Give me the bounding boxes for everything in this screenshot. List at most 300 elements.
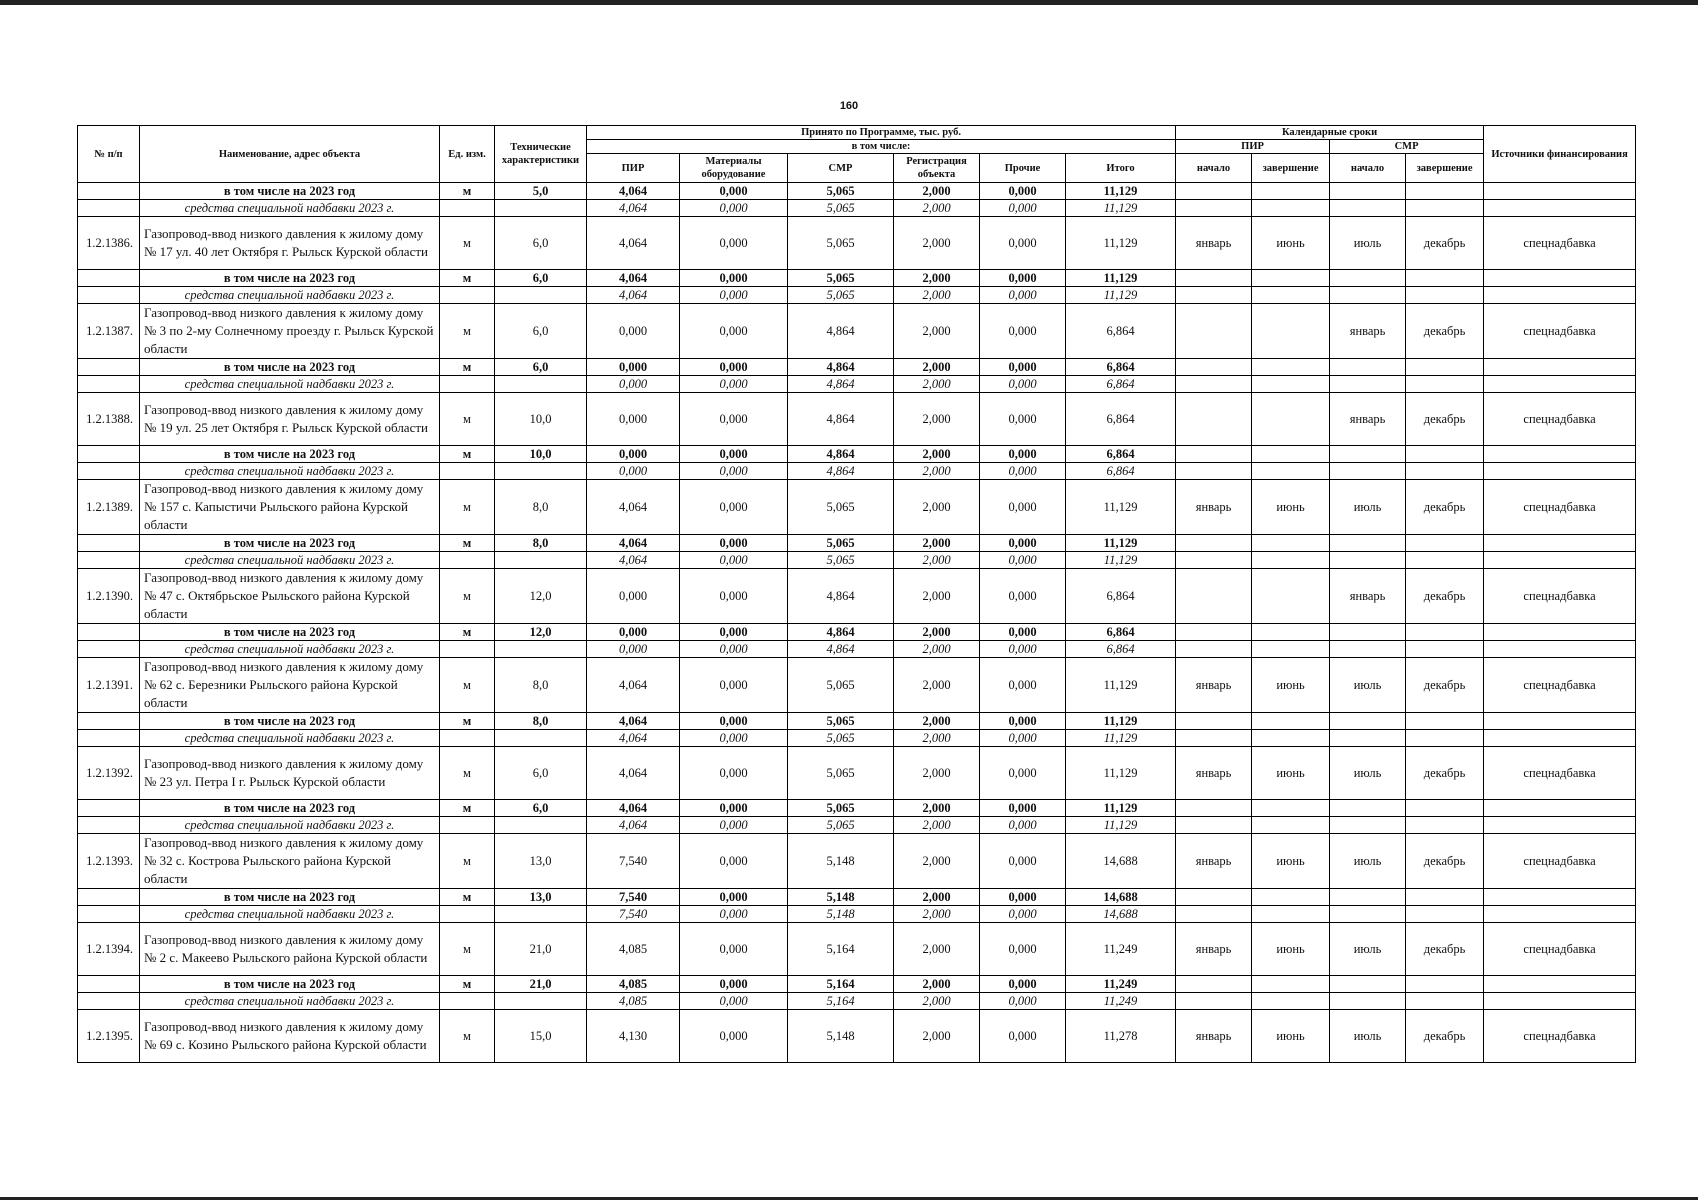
empty-cell	[1330, 200, 1406, 217]
amount-cell: 2,000	[894, 976, 980, 993]
empty-cell	[1330, 535, 1406, 552]
pir-end-cell: июнь	[1252, 658, 1330, 713]
pir-start-cell	[1176, 393, 1252, 446]
smr-cell: 5,065	[788, 747, 894, 800]
amount-cell: 0,000	[587, 376, 680, 393]
smr-start-cell: июль	[1330, 658, 1406, 713]
amount-cell: 2,000	[894, 889, 980, 906]
subtotal-label: в том числе на 2023 год	[140, 446, 440, 463]
col-sources: Источники финансирования	[1484, 126, 1636, 183]
empty-cell	[495, 463, 587, 480]
tech-cell: 21,0	[495, 923, 587, 976]
smr-start-cell: июль	[1330, 217, 1406, 270]
amount-cell: 4,064	[587, 535, 680, 552]
amount-cell: 5,065	[788, 552, 894, 569]
pir-start-cell	[1176, 304, 1252, 359]
empty-cell	[1330, 287, 1406, 304]
tech-cell: 10,0	[495, 393, 587, 446]
total-cell: 6,864	[1066, 393, 1176, 446]
funding-note-label: средства специальной надбавки 2023 г.	[140, 817, 440, 834]
object-name: Газопровод-ввод низкого давления к жилому дому № 69 с. Козино Рыльского района Курской области	[140, 1010, 440, 1063]
empty-cell	[495, 552, 587, 569]
amount-cell: 0,000	[980, 446, 1066, 463]
empty-cell	[1330, 359, 1406, 376]
amount-cell: 0,000	[680, 446, 788, 463]
empty-cell	[1176, 183, 1252, 200]
amount-cell: 0,000	[980, 463, 1066, 480]
pir-end-cell	[1252, 569, 1330, 624]
unit-cell: м	[440, 217, 495, 270]
funding-note-label: средства специальной надбавки 2023 г.	[140, 730, 440, 747]
empty-cell	[1176, 976, 1252, 993]
funding-note-label: средства специальной надбавки 2023 г.	[140, 376, 440, 393]
smr-end-cell: декабрь	[1406, 304, 1484, 359]
funding-note-label: средства специальной надбавки 2023 г.	[140, 287, 440, 304]
subtotal-label: в том числе на 2023 год	[140, 889, 440, 906]
item-number: 1.2.1393.	[78, 834, 140, 889]
registration-cell: 2,000	[894, 1010, 980, 1063]
amount-cell: 4,085	[587, 993, 680, 1010]
tech-cell: 15,0	[495, 1010, 587, 1063]
empty-cell	[1252, 624, 1330, 641]
funding-source-cell: спецнадбавка	[1484, 747, 1636, 800]
registration-cell: 2,000	[894, 923, 980, 976]
amount-cell: 0,000	[680, 287, 788, 304]
materials-cell: 0,000	[680, 393, 788, 446]
smr-end-cell: декабрь	[1406, 1010, 1484, 1063]
subtotal-label: в том числе на 2023 год	[140, 535, 440, 552]
amount-cell: 0,000	[980, 713, 1066, 730]
empty-cell	[1330, 624, 1406, 641]
object-name: Газопровод-ввод низкого давления к жилому дому № 2 с. Макеево Рыльского района Курской области	[140, 923, 440, 976]
empty-cell	[1176, 730, 1252, 747]
empty-cell	[1252, 552, 1330, 569]
col-total: Итого	[1066, 154, 1176, 183]
empty-cell	[1330, 976, 1406, 993]
amount-cell: 2,000	[894, 183, 980, 200]
col-tech: Технические характеристики	[495, 126, 587, 183]
amount-cell: 4,864	[788, 641, 894, 658]
empty-cell	[1330, 641, 1406, 658]
subtotal-row	[78, 535, 1636, 552]
empty-cell	[1406, 183, 1484, 200]
registration-cell: 2,000	[894, 304, 980, 359]
empty-cell	[78, 287, 140, 304]
funding-note-row	[78, 641, 1636, 658]
amount-cell: 0,000	[980, 200, 1066, 217]
col-num: № п/п	[78, 126, 140, 183]
amount-cell: 0,000	[587, 463, 680, 480]
smr-end-cell: декабрь	[1406, 834, 1484, 889]
subtotal-label: в том числе на 2023 год	[140, 359, 440, 376]
smr-cell: 5,148	[788, 834, 894, 889]
other-cell: 0,000	[980, 658, 1066, 713]
pir-cell: 4,064	[587, 480, 680, 535]
object-name: Газопровод-ввод низкого давления к жилому дому № 23 ул. Петра I г. Рыльск Курской области	[140, 747, 440, 800]
empty-cell	[1252, 200, 1330, 217]
empty-cell	[440, 817, 495, 834]
col-smr: СМР	[788, 154, 894, 183]
empty-cell	[495, 906, 587, 923]
smr-start-cell: январь	[1330, 569, 1406, 624]
amount-cell: 2,000	[894, 535, 980, 552]
col-smr-start: начало	[1330, 154, 1406, 183]
amount-cell: 2,000	[894, 800, 980, 817]
object-row	[78, 480, 1636, 535]
unit-cell: м	[440, 800, 495, 817]
subtotal-row	[78, 800, 1636, 817]
empty-cell	[495, 993, 587, 1010]
empty-cell	[1484, 906, 1636, 923]
item-number: 1.2.1390.	[78, 569, 140, 624]
subtotal-label: в том числе на 2023 год	[140, 624, 440, 641]
empty-cell	[1330, 993, 1406, 1010]
amount-cell: 11,129	[1066, 817, 1176, 834]
empty-cell	[1484, 446, 1636, 463]
smr-cell: 5,065	[788, 658, 894, 713]
empty-cell	[1330, 906, 1406, 923]
unit-cell: м	[440, 923, 495, 976]
empty-cell	[1252, 376, 1330, 393]
amount-cell: 4,064	[587, 713, 680, 730]
total-cell: 6,864	[1066, 304, 1176, 359]
amount-cell: 0,000	[680, 376, 788, 393]
empty-cell	[1252, 463, 1330, 480]
amount-cell: 11,129	[1066, 270, 1176, 287]
empty-cell	[1330, 446, 1406, 463]
col-accepted: Принято по Программе, тыс. руб.	[587, 126, 1176, 140]
funding-note-row	[78, 552, 1636, 569]
pir-cell: 0,000	[587, 393, 680, 446]
amount-cell: 0,000	[680, 535, 788, 552]
amount-cell: 2,000	[894, 906, 980, 923]
object-row	[78, 569, 1636, 624]
amount-cell: 4,864	[788, 463, 894, 480]
empty-cell	[1252, 993, 1330, 1010]
funding-note-label: средства специальной надбавки 2023 г.	[140, 641, 440, 658]
total-cell: 11,129	[1066, 480, 1176, 535]
total-cell: 11,249	[1066, 923, 1176, 976]
pir-end-cell: июнь	[1252, 217, 1330, 270]
smr-cell: 4,864	[788, 304, 894, 359]
amount-cell: 2,000	[894, 624, 980, 641]
subtotal-label: в том числе на 2023 год	[140, 976, 440, 993]
item-number: 1.2.1394.	[78, 923, 140, 976]
materials-cell: 0,000	[680, 569, 788, 624]
amount-cell: 0,000	[980, 359, 1066, 376]
empty-cell	[1330, 889, 1406, 906]
object-name: Газопровод-ввод низкого давления к жилому дому № 3 по 2-му Солнечному проезду г. Рыльск Курской области	[140, 304, 440, 359]
empty-cell	[1484, 287, 1636, 304]
empty-cell	[1252, 641, 1330, 658]
object-row	[78, 923, 1636, 976]
subtotal-label: в том числе на 2023 год	[140, 800, 440, 817]
smr-start-cell: июль	[1330, 1010, 1406, 1063]
empty-cell	[1406, 817, 1484, 834]
amount-cell: 4,864	[788, 446, 894, 463]
col-name: Наименование, адрес объекта	[140, 126, 440, 183]
amount-cell: 0,000	[680, 641, 788, 658]
amount-cell: 0,000	[980, 287, 1066, 304]
pir-cell: 0,000	[587, 569, 680, 624]
tech-cell: 6,0	[495, 304, 587, 359]
unit-cell: м	[440, 446, 495, 463]
empty-cell	[440, 552, 495, 569]
object-name: Газопровод-ввод низкого давления к жилому дому № 47 с. Октябрьское Рыльского района Курской области	[140, 569, 440, 624]
amount-cell: 11,129	[1066, 713, 1176, 730]
empty-cell	[1484, 976, 1636, 993]
amount-cell: 11,249	[1066, 976, 1176, 993]
amount-cell: 0,000	[980, 976, 1066, 993]
amount-cell: 2,000	[894, 376, 980, 393]
col-pir: ПИР	[587, 154, 680, 183]
amount-cell: 2,000	[894, 817, 980, 834]
registration-cell: 2,000	[894, 747, 980, 800]
total-cell: 11,129	[1066, 747, 1176, 800]
amount-cell: 0,000	[980, 270, 1066, 287]
subtotal-row	[78, 183, 1636, 200]
empty-cell	[1176, 800, 1252, 817]
smr-end-cell: декабрь	[1406, 569, 1484, 624]
amount-cell: 5,164	[788, 976, 894, 993]
object-name: Газопровод-ввод низкого давления к жилому дому № 62 с. Березники Рыльского района Курской области	[140, 658, 440, 713]
tech-cell: 5,0	[495, 183, 587, 200]
amount-cell: 0,000	[680, 270, 788, 287]
empty-cell	[78, 270, 140, 287]
empty-cell	[1484, 889, 1636, 906]
empty-cell	[495, 376, 587, 393]
registration-cell: 2,000	[894, 569, 980, 624]
amount-cell: 0,000	[980, 889, 1066, 906]
empty-cell	[1176, 376, 1252, 393]
funding-note-row	[78, 817, 1636, 834]
amount-cell: 5,065	[788, 183, 894, 200]
empty-cell	[1484, 641, 1636, 658]
empty-cell	[1484, 376, 1636, 393]
funding-note-row	[78, 993, 1636, 1010]
empty-cell	[1330, 552, 1406, 569]
object-row	[78, 304, 1636, 359]
object-name: Газопровод-ввод низкого давления к жилому дому № 157 с. Капыстичи Рыльского района Курской области	[140, 480, 440, 535]
pir-start-cell: январь	[1176, 217, 1252, 270]
amount-cell: 0,000	[980, 535, 1066, 552]
amount-cell: 0,000	[980, 552, 1066, 569]
col-calendar: Календарные сроки	[1176, 126, 1484, 140]
empty-cell	[1406, 270, 1484, 287]
amount-cell: 2,000	[894, 552, 980, 569]
empty-cell	[1176, 446, 1252, 463]
smr-cell: 5,065	[788, 480, 894, 535]
table-header	[78, 126, 1636, 183]
amount-cell: 6,864	[1066, 641, 1176, 658]
amount-cell: 11,129	[1066, 183, 1176, 200]
smr-end-cell: декабрь	[1406, 747, 1484, 800]
amount-cell: 5,164	[788, 993, 894, 1010]
unit-cell: м	[440, 834, 495, 889]
unit-cell: м	[440, 183, 495, 200]
tech-cell: 8,0	[495, 713, 587, 730]
amount-cell: 4,064	[587, 730, 680, 747]
amount-cell: 0,000	[680, 359, 788, 376]
other-cell: 0,000	[980, 834, 1066, 889]
item-number: 1.2.1387.	[78, 304, 140, 359]
empty-cell	[1330, 730, 1406, 747]
object-row	[78, 217, 1636, 270]
pir-end-cell	[1252, 393, 1330, 446]
amount-cell: 4,064	[587, 817, 680, 834]
registration-cell: 2,000	[894, 217, 980, 270]
col-unit: Ед. изм.	[440, 126, 495, 183]
empty-cell	[1406, 976, 1484, 993]
amount-cell: 0,000	[587, 446, 680, 463]
subtotal-row	[78, 270, 1636, 287]
registration-cell: 2,000	[894, 834, 980, 889]
funding-note-row	[78, 906, 1636, 923]
object-name: Газопровод-ввод низкого давления к жилому дому № 32 с. Кострова Рыльского района Курской области	[140, 834, 440, 889]
subtotal-row	[78, 713, 1636, 730]
pir-end-cell: июнь	[1252, 923, 1330, 976]
empty-cell	[1176, 359, 1252, 376]
empty-cell	[1406, 287, 1484, 304]
smr-end-cell: декабрь	[1406, 923, 1484, 976]
col-cal-smr: СМР	[1330, 140, 1484, 154]
object-row	[78, 1010, 1636, 1063]
empty-cell	[78, 624, 140, 641]
empty-cell	[78, 463, 140, 480]
col-materials: Материалы оборудование	[680, 154, 788, 183]
subtotal-label: в том числе на 2023 год	[140, 270, 440, 287]
col-cal-pir: ПИР	[1176, 140, 1330, 154]
empty-cell	[1330, 183, 1406, 200]
empty-cell	[1406, 713, 1484, 730]
empty-cell	[1484, 463, 1636, 480]
amount-cell: 4,064	[587, 287, 680, 304]
funding-note-label: средства специальной надбавки 2023 г.	[140, 463, 440, 480]
smr-cell: 5,065	[788, 217, 894, 270]
unit-cell: м	[440, 569, 495, 624]
unit-cell: м	[440, 535, 495, 552]
funding-source-cell: спецнадбавка	[1484, 658, 1636, 713]
amount-cell: 14,688	[1066, 906, 1176, 923]
empty-cell	[1176, 906, 1252, 923]
pir-start-cell: январь	[1176, 480, 1252, 535]
empty-cell	[1252, 183, 1330, 200]
object-row	[78, 834, 1636, 889]
empty-cell	[1484, 624, 1636, 641]
empty-cell	[78, 976, 140, 993]
empty-cell	[1484, 535, 1636, 552]
materials-cell: 0,000	[680, 217, 788, 270]
pir-cell: 4,064	[587, 217, 680, 270]
pir-end-cell: июнь	[1252, 834, 1330, 889]
pir-end-cell: июнь	[1252, 747, 1330, 800]
pir-cell: 4,130	[587, 1010, 680, 1063]
amount-cell: 2,000	[894, 270, 980, 287]
pir-start-cell	[1176, 569, 1252, 624]
empty-cell	[78, 800, 140, 817]
tech-cell: 8,0	[495, 480, 587, 535]
amount-cell: 4,064	[587, 183, 680, 200]
smr-start-cell: июль	[1330, 923, 1406, 976]
amount-cell: 0,000	[680, 552, 788, 569]
empty-cell	[440, 287, 495, 304]
empty-cell	[1252, 730, 1330, 747]
empty-cell	[1330, 800, 1406, 817]
item-number: 1.2.1391.	[78, 658, 140, 713]
other-cell: 0,000	[980, 217, 1066, 270]
unit-cell: м	[440, 359, 495, 376]
col-pir-end: завершение	[1252, 154, 1330, 183]
empty-cell	[440, 906, 495, 923]
smr-end-cell: декабрь	[1406, 480, 1484, 535]
scan-top-border	[0, 0, 1698, 5]
funding-note-label: средства специальной надбавки 2023 г.	[140, 200, 440, 217]
funding-note-row	[78, 730, 1636, 747]
smr-start-cell: июль	[1330, 480, 1406, 535]
pir-cell: 4,064	[587, 658, 680, 713]
program-table	[77, 125, 1636, 1063]
funding-note-label: средства специальной надбавки 2023 г.	[140, 906, 440, 923]
amount-cell: 0,000	[680, 889, 788, 906]
empty-cell	[1406, 906, 1484, 923]
item-number: 1.2.1389.	[78, 480, 140, 535]
funding-source-cell: спецнадбавка	[1484, 217, 1636, 270]
table-body	[78, 183, 1636, 1063]
empty-cell	[1176, 993, 1252, 1010]
other-cell: 0,000	[980, 747, 1066, 800]
amount-cell: 4,085	[587, 976, 680, 993]
empty-cell	[78, 713, 140, 730]
empty-cell	[1484, 730, 1636, 747]
funding-note-row	[78, 463, 1636, 480]
col-smr-end: завершение	[1406, 154, 1484, 183]
amount-cell: 0,000	[680, 183, 788, 200]
amount-cell: 0,000	[680, 993, 788, 1010]
empty-cell	[78, 906, 140, 923]
empty-cell	[1406, 624, 1484, 641]
subtotal-row	[78, 976, 1636, 993]
amount-cell: 11,129	[1066, 800, 1176, 817]
empty-cell	[1484, 713, 1636, 730]
empty-cell	[440, 200, 495, 217]
registration-cell: 2,000	[894, 658, 980, 713]
amount-cell: 5,065	[788, 287, 894, 304]
amount-cell: 11,129	[1066, 552, 1176, 569]
amount-cell: 5,065	[788, 270, 894, 287]
pir-start-cell: январь	[1176, 923, 1252, 976]
unit-cell: м	[440, 747, 495, 800]
empty-cell	[78, 535, 140, 552]
object-name: Газопровод-ввод низкого давления к жилому дому № 19 ул. 25 лет Октября г. Рыльск Курской области	[140, 393, 440, 446]
empty-cell	[1484, 993, 1636, 1010]
empty-cell	[1406, 552, 1484, 569]
amount-cell: 0,000	[587, 624, 680, 641]
empty-cell	[495, 730, 587, 747]
tech-cell: 6,0	[495, 270, 587, 287]
object-row	[78, 747, 1636, 800]
empty-cell	[1176, 817, 1252, 834]
pir-start-cell: январь	[1176, 834, 1252, 889]
unit-cell: м	[440, 624, 495, 641]
empty-cell	[440, 641, 495, 658]
amount-cell: 2,000	[894, 993, 980, 1010]
empty-cell	[1176, 889, 1252, 906]
empty-cell	[1252, 817, 1330, 834]
amount-cell: 5,065	[788, 730, 894, 747]
empty-cell	[440, 376, 495, 393]
amount-cell: 11,129	[1066, 730, 1176, 747]
amount-cell: 7,540	[587, 906, 680, 923]
